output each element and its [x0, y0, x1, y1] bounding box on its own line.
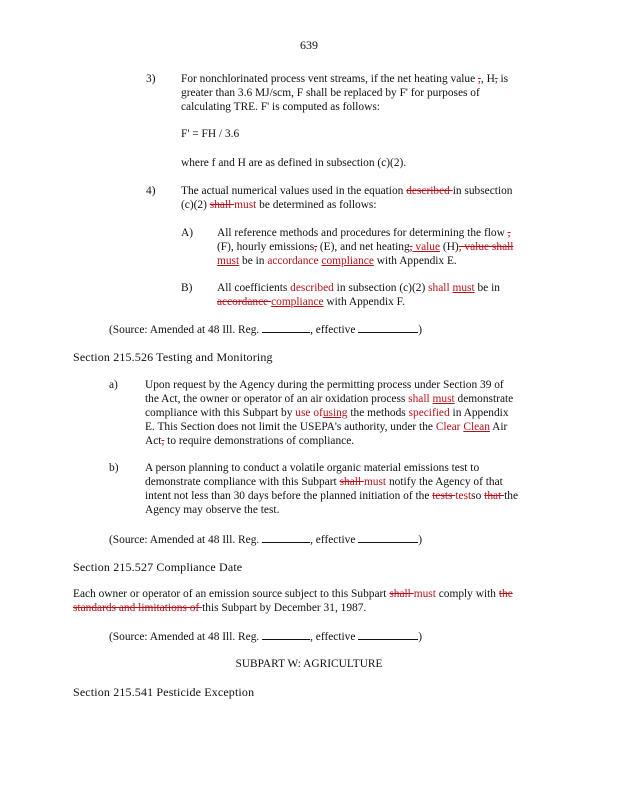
source-note-2: (Source: Amended at 48 Ill. Reg. , effective ) — [109, 534, 423, 546]
section-541-heading: Section 215.541 Pesticide Exception — [73, 685, 255, 699]
sec526-b-number: b) — [109, 462, 119, 474]
item-3-deleted-comma-2: , — [494, 73, 498, 85]
item-b-number: B) — [181, 282, 193, 294]
item-3-where: where f and H are as defined in subsection (c)(2). — [181, 157, 407, 169]
item-a-text: All reference methods and procedures for determining the flow , (F), hourly emissions, (E), and net heating, value (H), value shall must be in accordance compliance with Appendix E. — [217, 227, 514, 267]
item-a-number: A) — [181, 227, 194, 239]
source-note-1: (Source: Amended at 48 Ill. Reg. , effective ) — [109, 324, 423, 336]
subpart-heading: SUBPART W: AGRICULTURE — [235, 658, 383, 670]
sec527-text: Each owner or operator of an emission source subject to this Subpart shall must comply with the standards and limitations of this Subpart by December 31, 1987. — [73, 588, 513, 614]
source-note-3: (Source: Amended at 48 Ill. Reg. , effective ) — [109, 631, 423, 643]
item-b-text: All coefficients described in subsection (c)(2) shall must be in accordance compliance with Appendix F. — [217, 282, 500, 308]
item-4-number: 4) — [146, 185, 156, 197]
item-3-text: For nonchlorinated process vent streams, if the net heating value ,, H, is greater than 3.6 MJ/scm, F shall be replaced by F' for purposes of calculating TRE. F' is computed as follows: — [181, 73, 509, 113]
sec526-b-text: A person planning to conduct a volatile organic material emissions test to demonstrate compliance with this Subpart shall must notify the Agency of that intent not less than 30 days before the planned initiation of the tests testso that the Agency may observe the test. — [145, 462, 519, 516]
sec526-a-text: Upon request by the Agency during the permitting process under Section 39 of the Act, the owner or operator of an air oxidation process shall must demonstrate compliance with this Subpart by use ofusing the methods specified in Appendix E. This Section does not limit the USEPA's authority, under the Clear Clean Air Act, to require demonstrations of compliance. — [145, 379, 514, 447]
item-4-text: The actual numerical values used in the equation described in subsection (c)(2) shall must be determined as follows: — [181, 185, 513, 211]
sec526-a-number: a) — [109, 379, 118, 391]
page-number: 639 — [300, 38, 318, 52]
item-3-formula: F' = FH / 3.6 — [181, 128, 240, 140]
item-3-number: 3) — [146, 73, 156, 85]
section-526-heading: Section 215.526 Testing and Monitoring — [73, 350, 273, 364]
item-3-deleted-comma: , — [478, 73, 481, 85]
section-527-heading: Section 215.527 Compliance Date — [73, 560, 243, 574]
